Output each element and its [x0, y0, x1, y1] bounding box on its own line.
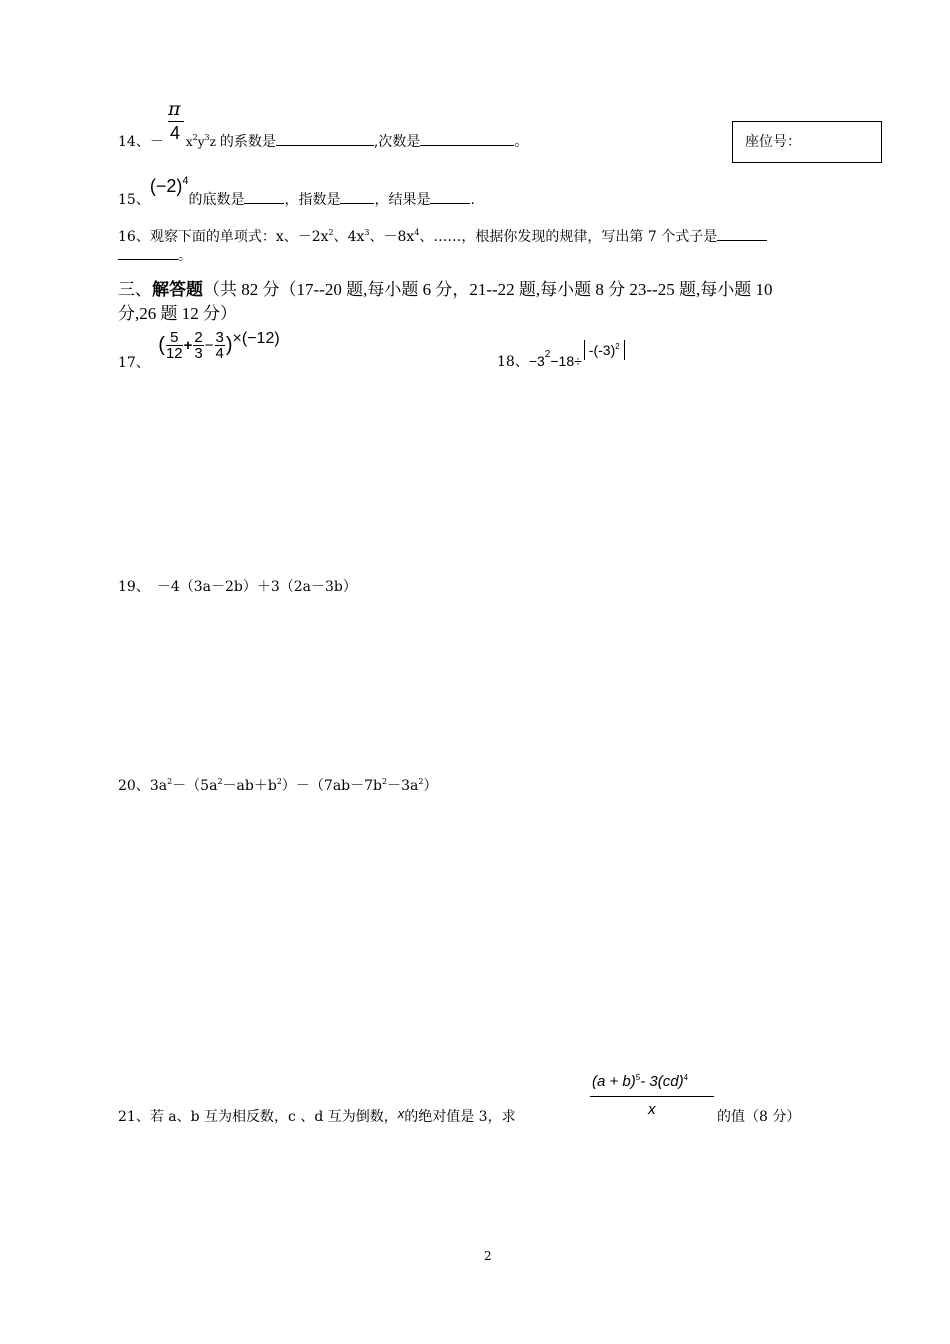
- question-number: 15、: [118, 192, 150, 208]
- answer-blank-exponent[interactable]: [340, 191, 374, 204]
- question-16: 16、观察下面的单项式：x、$-2x^2$、$4x^3$、$-8x^4$、……，根据你发现的规律，写出第 7 个式子是: [118, 226, 767, 246]
- question-19: 19、 －4（3a－2b）＋3（2a－3b）: [118, 579, 357, 595]
- absolute-value: $-(-3)^2$: [584, 340, 625, 360]
- section-heading: 三、解答题（共 82 分（17--20 题,每小题 6 分，21--22 题,每小题 8 分 23--25 题,每小题 10: [118, 280, 773, 299]
- answer-blank-7th-term[interactable]: [717, 228, 767, 241]
- power-base: (−2): [149, 176, 183, 196]
- answer-blank-degree[interactable]: [420, 133, 514, 146]
- answer-blank-base[interactable]: [244, 191, 284, 204]
- power-exponent: 4: [182, 175, 189, 187]
- fraction-denominator: x: [648, 1101, 656, 1118]
- expression-17: ( $\frac{5}{12}$ + $\frac{2}{3}$ − $\frac{3}{4}$ )×(−12): [158, 329, 280, 362]
- page-number: 2: [484, 1249, 492, 1263]
- section-heading-line2: 分,26 题 12 分）: [118, 304, 237, 323]
- section-title: 解答题: [152, 280, 203, 299]
- fraction-bar: [590, 1096, 714, 1097]
- fraction-bar: [168, 121, 184, 122]
- question-14-text: 14、－ $x^2y^3z$ 的系数是 ,次数是 。: [118, 133, 529, 150]
- pi-symbol: π: [168, 98, 181, 120]
- seat-number-box: [732, 121, 882, 163]
- fraction-denominator: 4: [170, 123, 181, 143]
- question-18: 18、$-3^2-18\div-(-3)^2$: [497, 340, 625, 360]
- seat-number-label: 座位号：: [745, 134, 801, 150]
- question-16-line2: 。: [118, 245, 192, 265]
- question-21-suffix: 的值（8 分）: [717, 1109, 801, 1125]
- answer-blank-continued[interactable]: [118, 247, 178, 260]
- fraction-numerator: $(a + b)^5-$ 3(cd)$^4$: [592, 1073, 689, 1090]
- question-number: 17、: [118, 355, 150, 371]
- question-15: 15、$(-2)^4$的底数是 ，指数是 ，结果是 .: [118, 175, 475, 208]
- question-number: 18、: [497, 354, 529, 370]
- minus-sign: －: [149, 134, 164, 150]
- answer-blank-result[interactable]: [430, 191, 470, 204]
- question-20: 20、$3a^2-(5a^2-ab+b^2)-(7ab-7b^2-3a^2)$: [118, 777, 438, 794]
- question-21-text: 21、若 a、b 互为相反数，c 、d 互为倒数，x的绝对值是 3，求: [118, 1106, 516, 1125]
- question-number: 14、: [118, 134, 150, 150]
- question-17: [118, 329, 280, 371]
- answer-blank-coefficient[interactable]: [276, 133, 374, 146]
